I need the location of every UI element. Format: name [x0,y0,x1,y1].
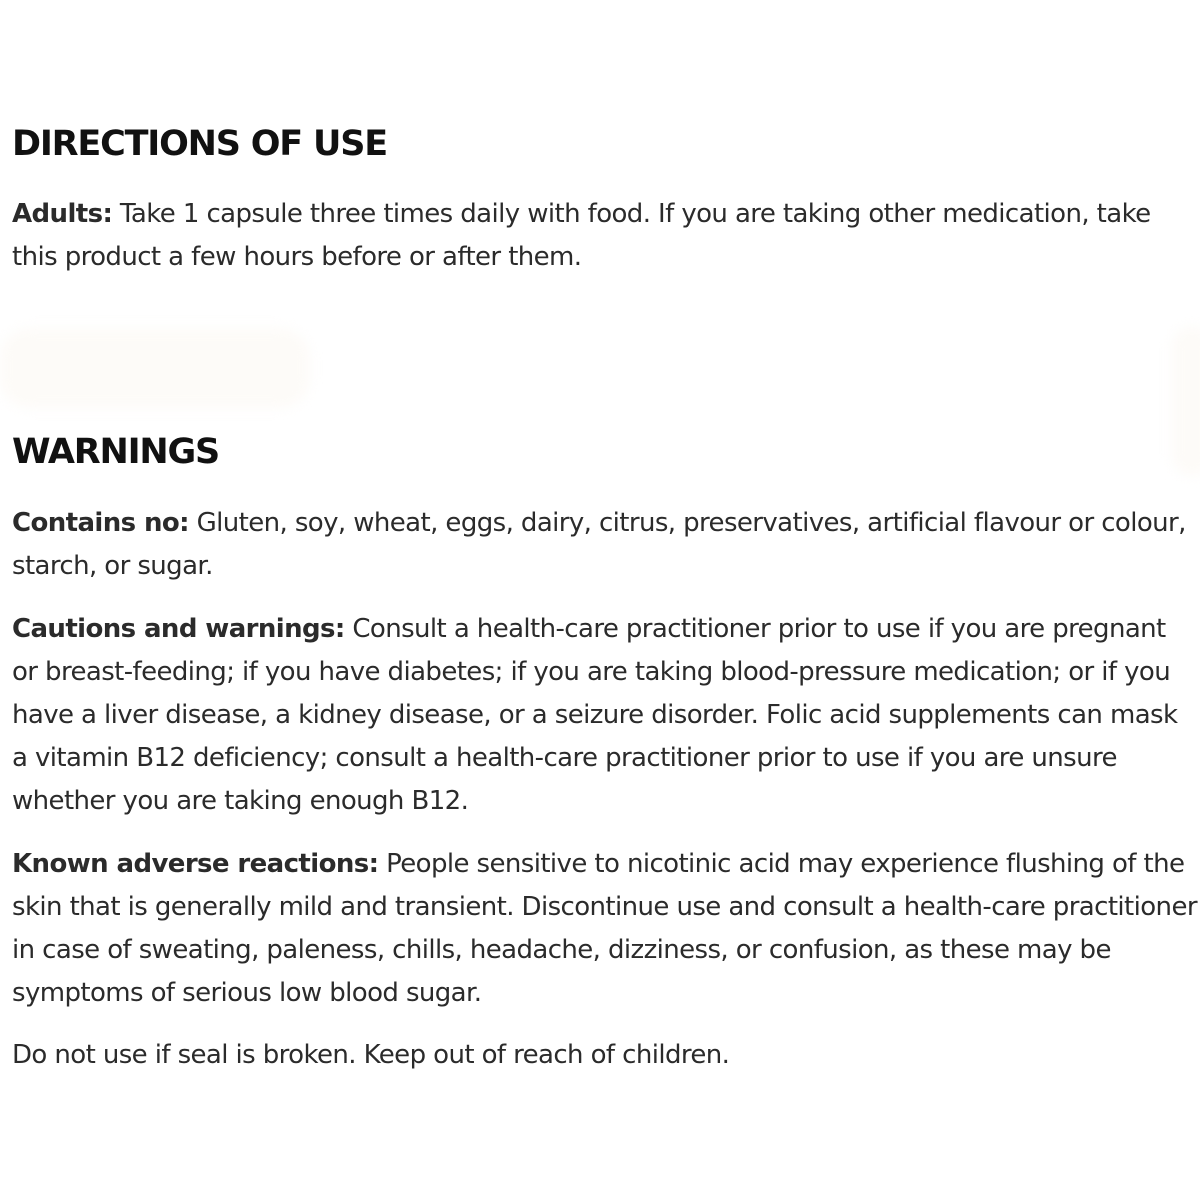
directions-heading: DIRECTIONS OF USE [12,124,387,164]
cautions-paragraph [12,608,1198,823]
adverse-reactions-paragraph [12,843,1198,1015]
cautions-label: Cautions and warnings: [12,614,345,644]
adults-text: Take 1 capsule three times daily with food. If you are taking other medication, take this product a few hours before or after them. [12,199,1151,272]
adults-label: Adults: [12,199,113,229]
adults-paragraph [12,193,1198,279]
warnings-heading: WARNINGS [12,432,220,472]
contains-no-text: Gluten, soy, wheat, eggs, dairy, citrus, preservatives, artificial flavour or colour, starch, or sugar. [12,508,1186,581]
contains-no-label: Contains no: [12,508,189,538]
adverse-reactions-text: People sensitive to nicotinic acid may experience flushing of the skin that is generally mild and transient. Discontinue use and consult a health-care practitioner in case of sweating, paleness, chills, headache, dizziness, or confusion, as these may be symptoms of serious low blood sugar. [12,849,1197,1008]
background-smudge [0,328,310,408]
contains-no-paragraph [12,502,1198,588]
adverse-reactions-label: Known adverse reactions: [12,849,379,879]
seal-warning-paragraph: Do not use if seal is broken. Keep out of reach of children. [12,1040,730,1070]
cautions-text: Consult a health-care practitioner prior to use if you are pregnant or breast-feeding; if you have diabetes; if you are taking blood-pressure medication; or if you have a liver disease, a kidney disease, or a seizure disorder. Folic acid supplements can mask a vitamin B12 deficiency; consult a health-care practitioner prior to use if you are unsure whether you are taking enough B12. [12,614,1178,816]
background-smudge [1172,326,1200,476]
